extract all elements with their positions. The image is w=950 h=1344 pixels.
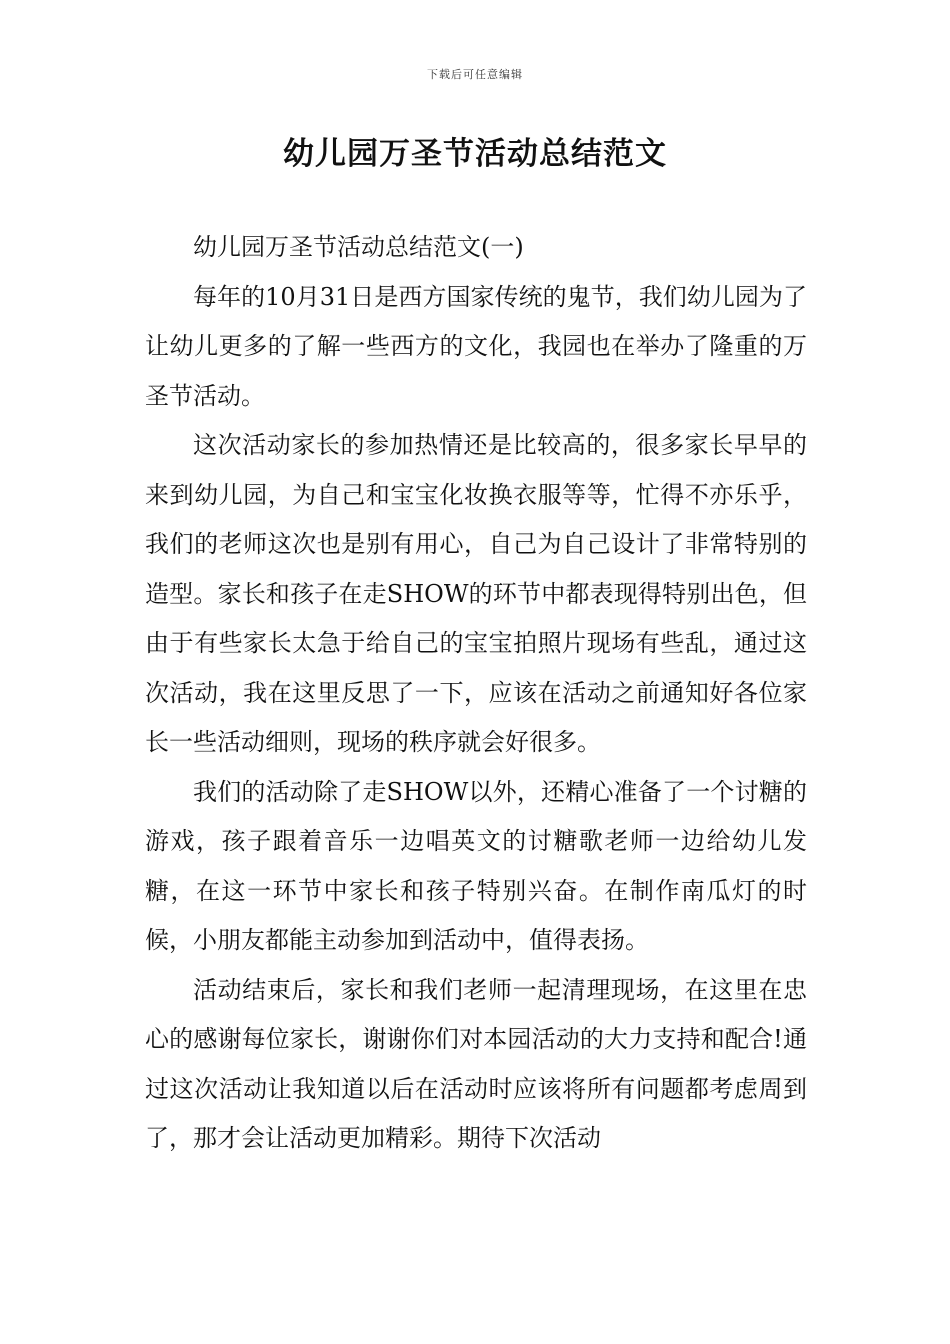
paragraph-3: 我们的活动除了走SHOW以外，还精心准备了一个讨糖的游戏，孩子跟着音乐一边唱英文的讨糖歌老师一边给幼儿发糖，在这一环节中家长和孩子特别兴奋。在制作南瓜灯的时候，小朋友都能主动参加到活动中，值得表扬。: [145, 777, 807, 954]
section-subtitle: 幼儿园万圣节活动总结范文(一): [193, 233, 524, 261]
paragraph-4: 活动结束后，家长和我们老师一起清理现场，在这里在忠心的感谢每位家长，谢谢你们对本园活动的大力支持和配合!通过这次活动让我知道以后在活动时应该将所有问题都考虑周到了，那才会让活动更加精彩。期待下次活动: [145, 975, 807, 1152]
document-title: 幼儿园万圣节活动总结范文: [283, 136, 667, 172]
header-note: 下载后可任意编辑: [427, 68, 523, 81]
paragraph-2: 这次活动家长的参加热情还是比较高的，很多家长早早的来到幼儿园，为自己和宝宝化妆换衣服等等，忙得不亦乐乎，我们的老师这次也是别有用心，自己为自己设计了非常特别的造型。家长和孩子在走SHOW的环节中都表现得特别出色，但由于有些家长太急于给自己的宝宝拍照片现场有些乱，通过这次活动，我在这里反思了一下，应该在活动之前通知好各位家长一些活动细则，现场的秩序就会好很多。: [145, 431, 807, 756]
document-body: [145, 223, 807, 1164]
paragraph-1: 每年的10月31日是西方国家传统的鬼节，我们幼儿园为了让幼儿更多的了解一些西方的文化，我园也在举办了隆重的万圣节活动。: [145, 282, 807, 410]
